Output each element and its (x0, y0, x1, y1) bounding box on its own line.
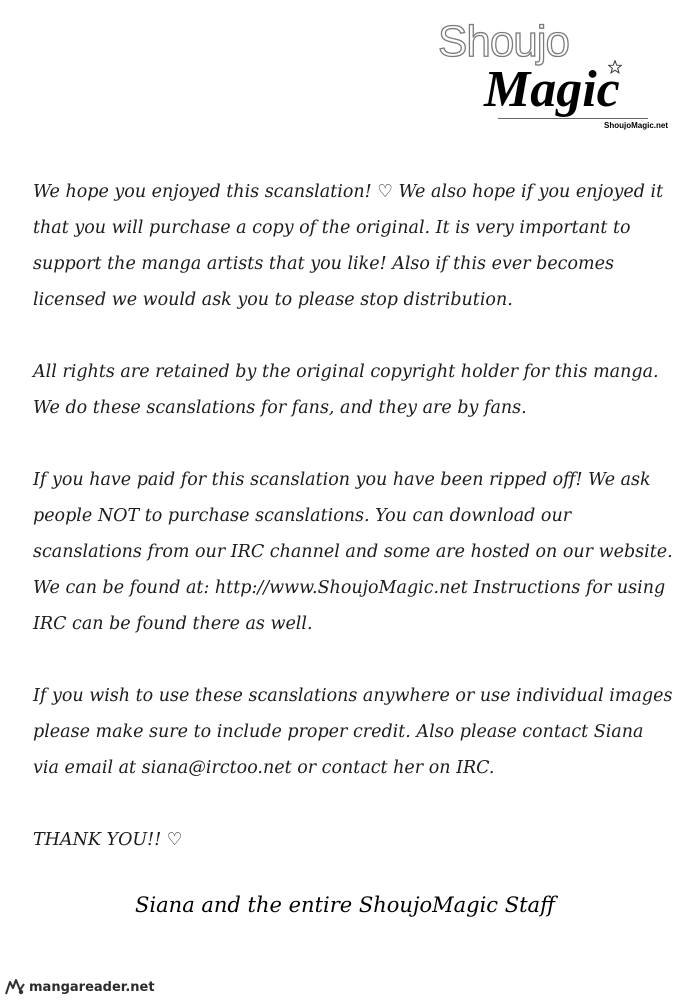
thank-you-line: THANK YOU!! ♡ (33, 830, 183, 850)
logo-magic-text: Magic (484, 61, 620, 118)
paragraph-rights: All rights are retained by the original copyright holder for this manga. We do these scanslations for fans, and they are by fans. (33, 362, 659, 418)
paragraph-paid-warning: If you have paid for this scanslation you have been ripped off! We ask people NOT to purchase scanslations. You can download our scanslations from our IRC channel and some are hosted on our website. We can be found at: http://www.ShoujoMagic.net Instructions for using IRC can be found there as well. (33, 470, 673, 634)
credits-letter (33, 174, 673, 858)
signature-line: Siana and the entire ShoujoMagic Staff (135, 893, 555, 917)
star-icon (608, 60, 622, 74)
logo-url: ShoujoMagic.net (604, 121, 668, 130)
paragraph-usage-credit: If you wish to use these scanslations anywhere or use individual images please make sure to include proper credit. Also please contact Siana via email at siana@irctoo.net or contact her on IRC. (33, 686, 673, 778)
watermark-text: mangareader.net (29, 979, 155, 995)
shoujomagic-logo (438, 17, 668, 135)
logo-divider (498, 118, 648, 119)
paragraph-enjoyed: We hope you enjoyed this scanslation! ♡ We also hope if you enjoyed it that you will purchase a copy of the original. It is very important to support the manga artists that you like! Also if this ever becomes licensed we would ask you to please stop distribution. (33, 182, 664, 310)
logo-shoujo-text: Shoujo (438, 17, 570, 66)
mangareader-logo-icon (4, 978, 26, 996)
watermark (4, 977, 155, 997)
